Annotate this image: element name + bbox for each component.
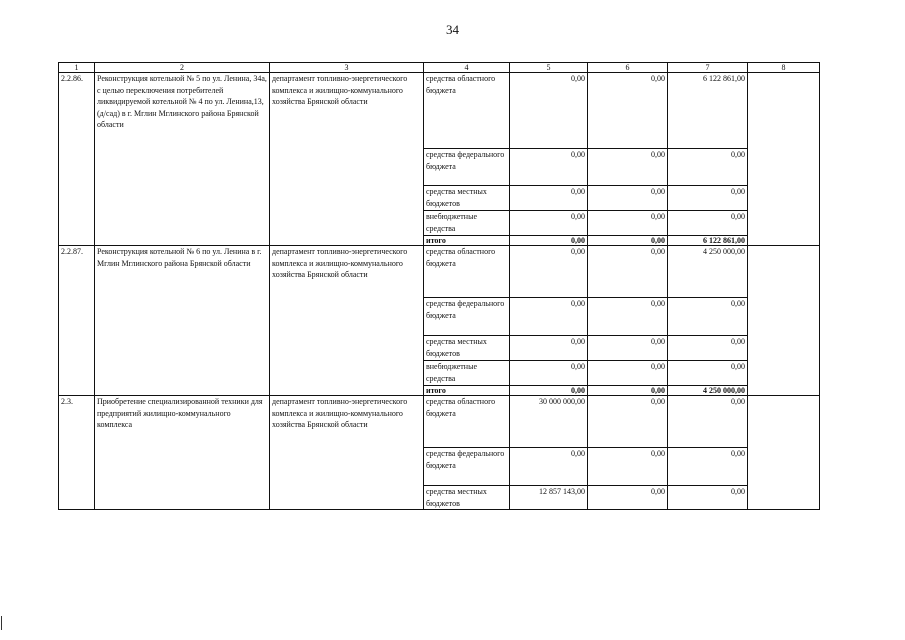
cell-col7: 6 122 861,00 [668,236,748,246]
column-number: 6 [588,63,668,73]
cell-col7: 4 250 000,00 [668,246,748,298]
column-number: 3 [270,63,424,73]
item-executor: департамент топливно-энергетического комплекса и жилищно-коммунального хозяйства Брянской области [270,246,424,396]
cell-col6: 0,00 [588,246,668,298]
item-name: Приобретение специализированной техники для предприятий жилищно-коммунального комплекса [95,396,270,510]
cell-col5: 0,00 [510,361,588,386]
funding-source: средства местных бюджетов [424,486,510,510]
funding-source: внебюджетные средства [424,361,510,386]
column-number: 8 [748,63,820,73]
table-row [59,73,820,149]
funding-source: средства областного бюджета [424,396,510,448]
cell-col6: 0,00 [588,149,668,186]
cell-col7: 0,00 [668,396,748,448]
column-number: 5 [510,63,588,73]
column-number: 4 [424,63,510,73]
cell-col5: 0,00 [510,448,588,486]
cell-col6: 0,00 [588,73,668,149]
funding-source: средства местных бюджетов [424,336,510,361]
cell-col5: 12 857 143,00 [510,486,588,510]
cell-col6: 0,00 [588,211,668,236]
table-row [59,396,820,448]
cell-col7: 0,00 [668,186,748,211]
cell-col6: 0,00 [588,486,668,510]
item-number: 2.2.86. [59,73,95,246]
cell-col6: 0,00 [588,396,668,448]
column-number: 7 [668,63,748,73]
cell-col6: 0,00 [588,236,668,246]
column-number: 2 [95,63,270,73]
cell-col5: 0,00 [510,73,588,149]
cell-col5: 0,00 [510,149,588,186]
cell-col5: 0,00 [510,186,588,211]
cell-col6: 0,00 [588,336,668,361]
cell-col7: 6 122 861,00 [668,73,748,149]
cell-col7: 0,00 [668,486,748,510]
cell-col5: 0,00 [510,246,588,298]
funding-source: итого [424,386,510,396]
page-number: 34 [446,22,459,37]
scan-edge-mark [1,616,2,630]
cell-col6: 0,00 [588,186,668,211]
funding-source: средства федерального бюджета [424,149,510,186]
column-number: 1 [59,63,95,73]
cell-col6: 0,00 [588,386,668,396]
funding-source: внебюджетные средства [424,211,510,236]
funding-source: средства областного бюджета [424,246,510,298]
funding-source: средства федерального бюджета [424,448,510,486]
cell-col7: 0,00 [668,448,748,486]
item-number: 2.3. [59,396,95,510]
cell-col5: 30 000 000,00 [510,396,588,448]
item-name: Реконструкция котельной № 6 по ул. Ленина в г. Мглин Мглинского района Брянской области [95,246,270,396]
cell-col8 [748,396,820,510]
cell-col7: 0,00 [668,361,748,386]
cell-col7: 0,00 [668,149,748,186]
cell-col8 [748,73,820,246]
cell-col7: 0,00 [668,298,748,336]
cell-col5: 0,00 [510,211,588,236]
cell-col7: 4 250 000,00 [668,386,748,396]
item-name: Реконструкция котельной № 5 по ул. Ленина, 34а, с целью переключения потребителей ликвидируемой котельной № 4 по ул. Ленина,13, (д/сад) в г. Мглин Мглинского района Брянской области [95,73,270,246]
funding-source: средства местных бюджетов [424,186,510,211]
budget-table [58,62,820,510]
item-number: 2.2.87. [59,246,95,396]
cell-col5: 0,00 [510,386,588,396]
cell-col5: 0,00 [510,298,588,336]
column-number-row [59,63,820,73]
funding-source: средства областного бюджета [424,73,510,149]
cell-col5: 0,00 [510,336,588,361]
cell-col7: 0,00 [668,211,748,236]
cell-col6: 0,00 [588,361,668,386]
cell-col7: 0,00 [668,336,748,361]
cell-col6: 0,00 [588,448,668,486]
cell-col6: 0,00 [588,298,668,336]
funding-source: итого [424,236,510,246]
funding-source: средства федерального бюджета [424,298,510,336]
cell-col8 [748,246,820,396]
item-executor: департамент топливно-энергетического комплекса и жилищно-коммунального хозяйства Брянской области [270,73,424,246]
table-row [59,246,820,298]
cell-col5: 0,00 [510,236,588,246]
item-executor: департамент топливно-энергетического комплекса и жилищно-коммунального хозяйства Брянской области [270,396,424,510]
